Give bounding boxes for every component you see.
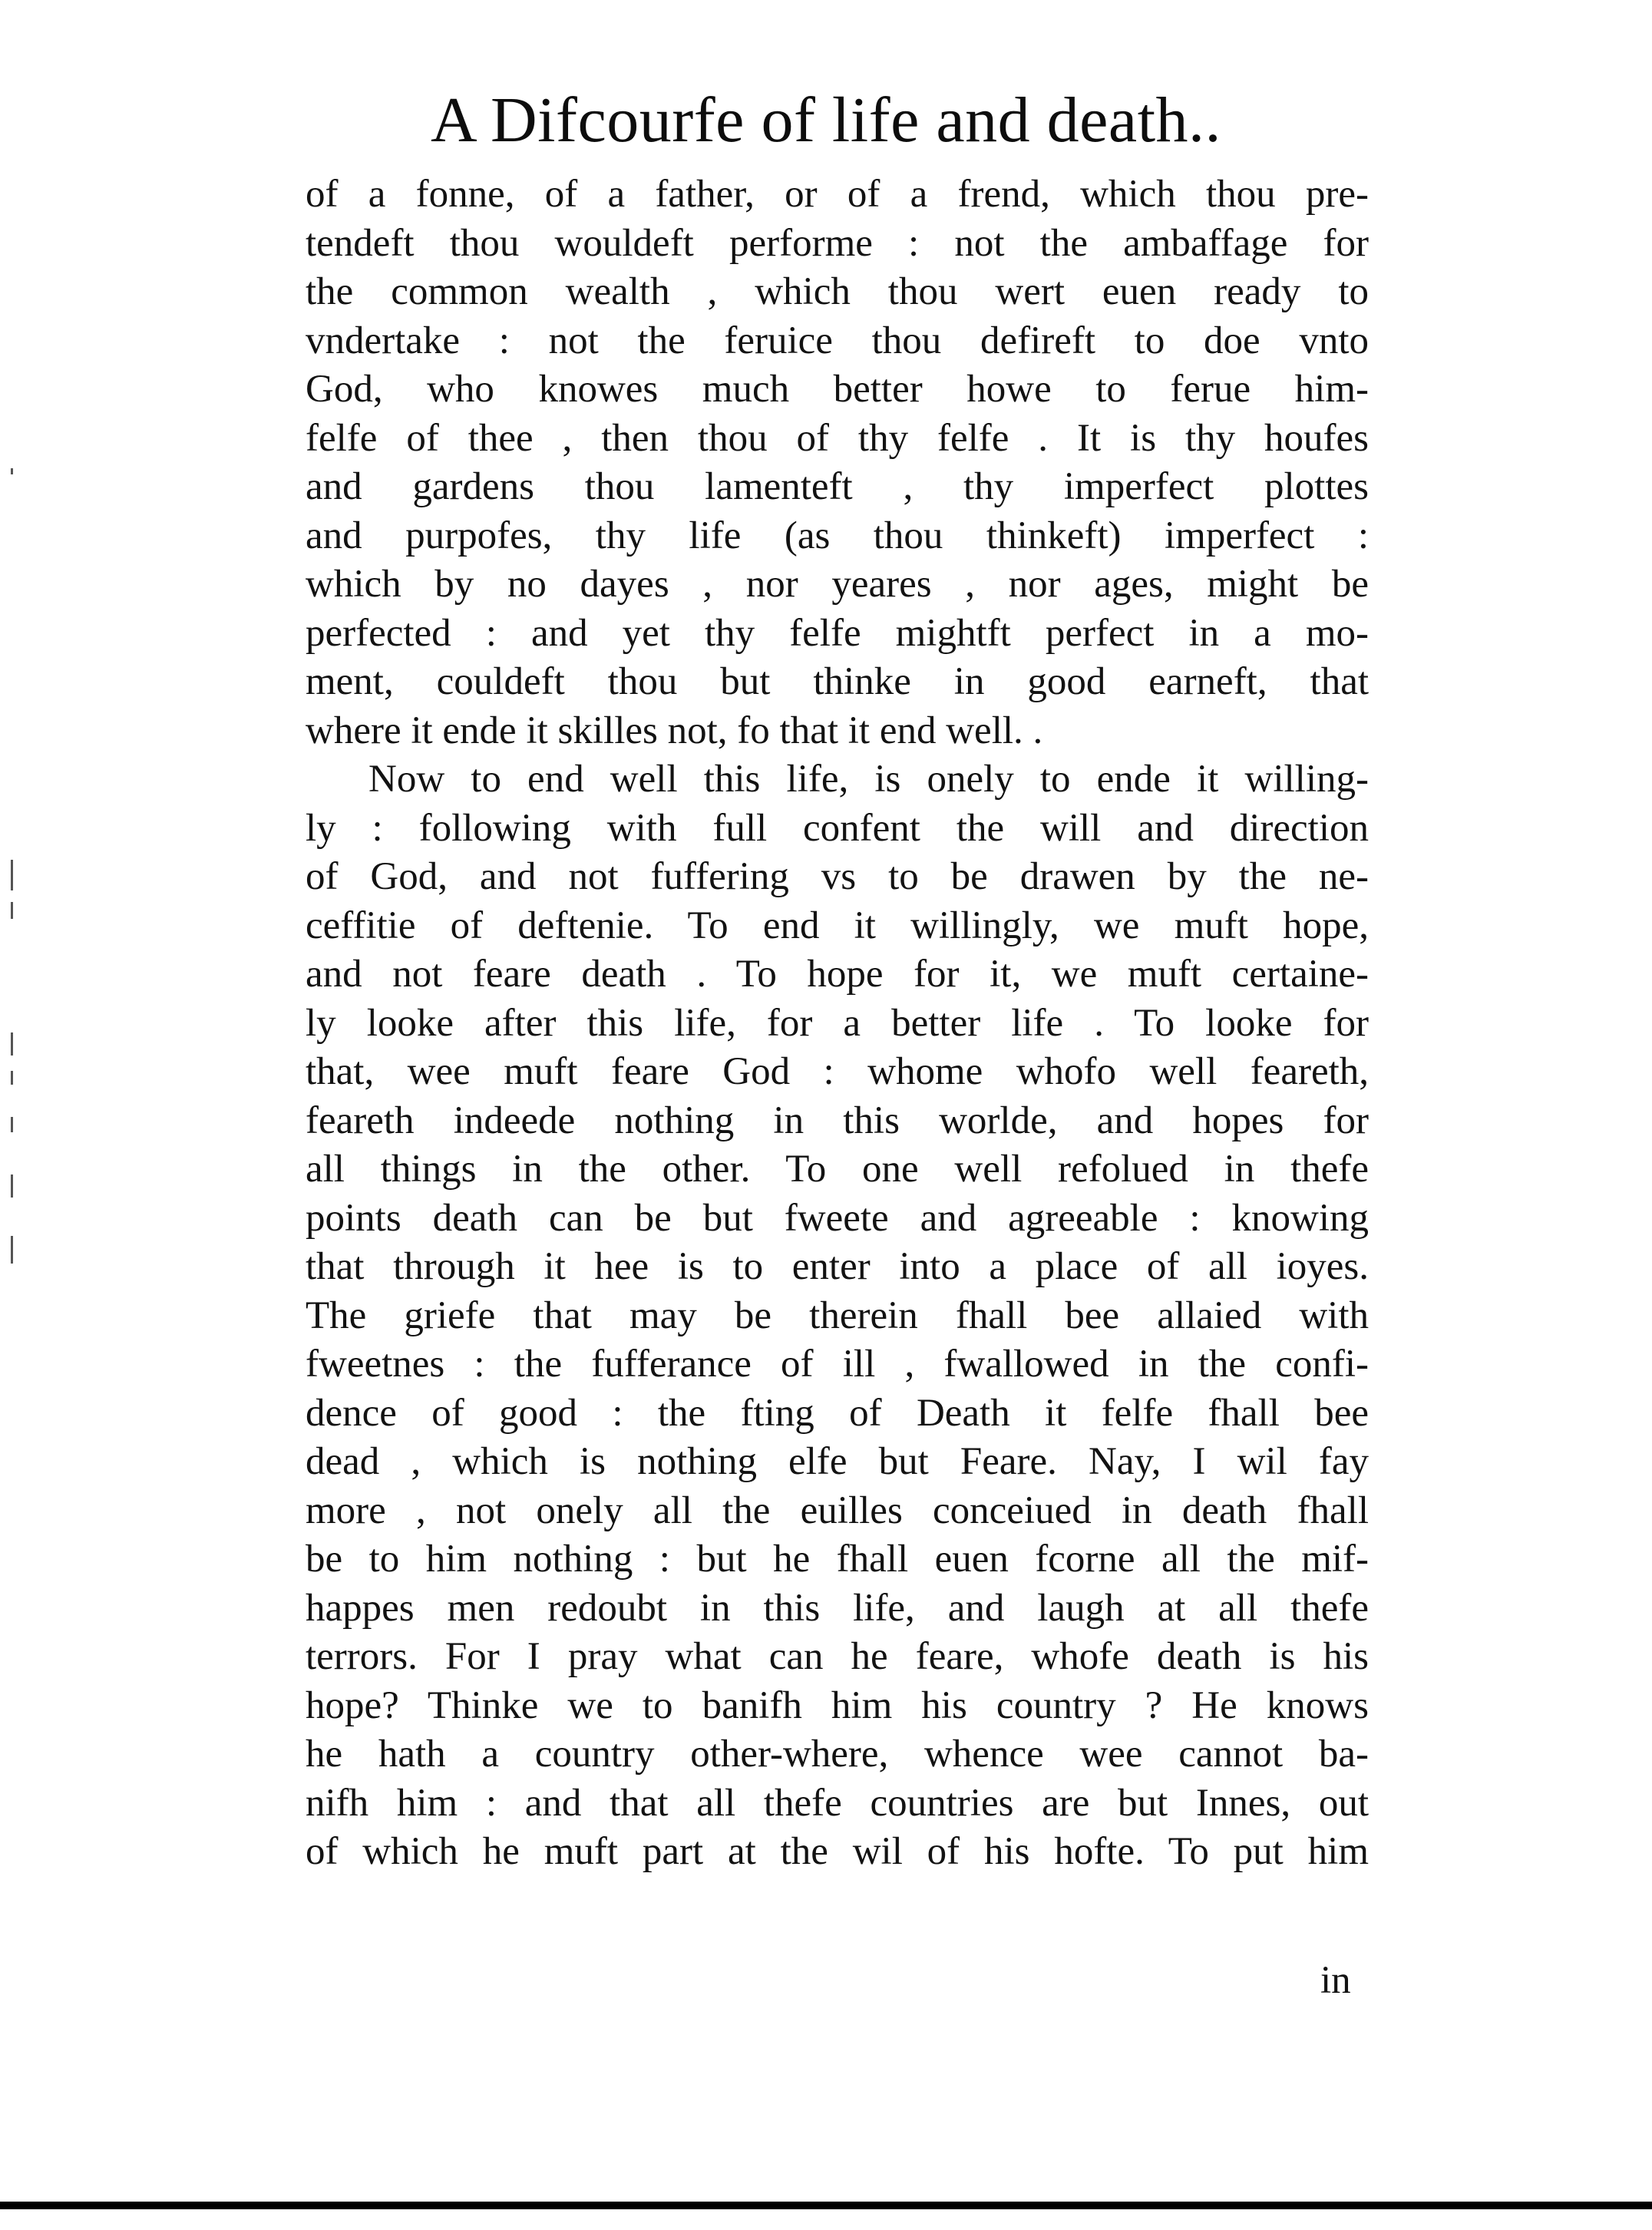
scan-speck xyxy=(11,468,13,474)
running-head: A Difcourfe of life and death.. xyxy=(430,84,1222,156)
scan-speck xyxy=(11,1236,13,1264)
text-line: ly looke after this life, for a better life . To looke for xyxy=(306,1001,1369,1045)
text-line: God, who knowes much better howe to ferue him- xyxy=(306,368,1369,411)
text-line: where it ende it skilles not, fo that it end well. . xyxy=(306,709,1043,752)
text-line: points death can be but fweete and agreeable : knowing xyxy=(306,1196,1369,1240)
catchword: in xyxy=(1320,1959,1351,2002)
text-line: dence of good : the fting of Death it felfe fhall bee xyxy=(306,1391,1369,1435)
text-line: which by no dayes , nor yeares , nor ages, might be xyxy=(306,563,1369,606)
text-line: ly : following with full confent the will and direction xyxy=(306,806,1369,850)
scan-speck xyxy=(11,860,13,890)
text-line: ceffitie of deftenie. To end it willingly, we muft hope, xyxy=(306,904,1369,947)
text-line: perfected : and yet thy felfe mightft perfect in a mo- xyxy=(306,611,1369,655)
text-line: felfe of thee , then thou of thy felfe . It is thy houfes xyxy=(306,416,1369,460)
text-line: and not feare death . To hope for it, we muft certaine- xyxy=(306,953,1369,996)
text-line: more , not onely all the euilles conceiued in death fhall xyxy=(306,1488,1369,1532)
text-line: of which he muft part at the wil of his hofte. To put him xyxy=(306,1830,1369,1873)
text-line: of a fonne, of a father, or of a frend, which thou pre- xyxy=(306,173,1369,216)
text-line: be to him nothing : but he fhall euen fcorne all the mif- xyxy=(306,1538,1369,1581)
text-line: and purpofes, thy life (as thou thinkeft) imperfect : xyxy=(306,514,1369,557)
text-line: fweetnes : the fufferance of ill , fwallowed in the confi- xyxy=(306,1343,1369,1386)
text-line: he hath a country other-where, whence wee cannot ba- xyxy=(306,1733,1369,1776)
text-line: all things in the other. To one well refolued in thefe xyxy=(306,1148,1369,1191)
text-line: happes men redoubt in this life, and laugh at all thefe xyxy=(306,1586,1369,1630)
body-text xyxy=(306,170,1369,1877)
text-line: of God, and not fuffering vs to be drawen by the ne- xyxy=(306,855,1369,898)
scan-speck xyxy=(11,1174,13,1198)
text-line: tendeft thou wouldeft performe : not the ambaffage for xyxy=(306,221,1369,265)
text-line: the common wealth , which thou wert euen ready to xyxy=(306,270,1369,313)
text-line: feareth indeede nothing in this worlde, and hopes for xyxy=(306,1098,1369,1142)
text-line: hope? Thinke we to banifh him his country ? He knows xyxy=(306,1683,1369,1727)
scan-speck xyxy=(11,902,13,919)
scan-speck xyxy=(11,1032,13,1056)
scan-speck xyxy=(11,1117,13,1132)
text-line: The griefe that may be therein fhall bee allaied with xyxy=(306,1293,1369,1337)
paragraph-start-line: Now to end well this life, is onely to ende it willing- xyxy=(368,758,1369,801)
text-line: terrors. For I pray what can he feare, whofe death is his xyxy=(306,1635,1369,1678)
text-line: that through it hee is to enter into a place of all ioyes. xyxy=(306,1245,1369,1288)
text-line: that, wee muft feare God : whome whofo well feareth, xyxy=(306,1050,1369,1093)
scan-speck xyxy=(11,1071,13,1085)
text-line: and gardens thou lamenteft , thy imperfect plottes xyxy=(306,465,1369,508)
text-line: nifh him : and that all thefe countries are but Innes, out xyxy=(306,1781,1369,1825)
text-line: ment, couldeft thou but thinke in good earneft, that xyxy=(306,660,1369,703)
text-line: dead , which is nothing elfe but Feare. Nay, I wil fay xyxy=(306,1440,1369,1483)
text-line: vndertake : not the feruice thou defireft to doe vnto xyxy=(306,319,1369,362)
scan-border-rule xyxy=(0,2202,1652,2209)
